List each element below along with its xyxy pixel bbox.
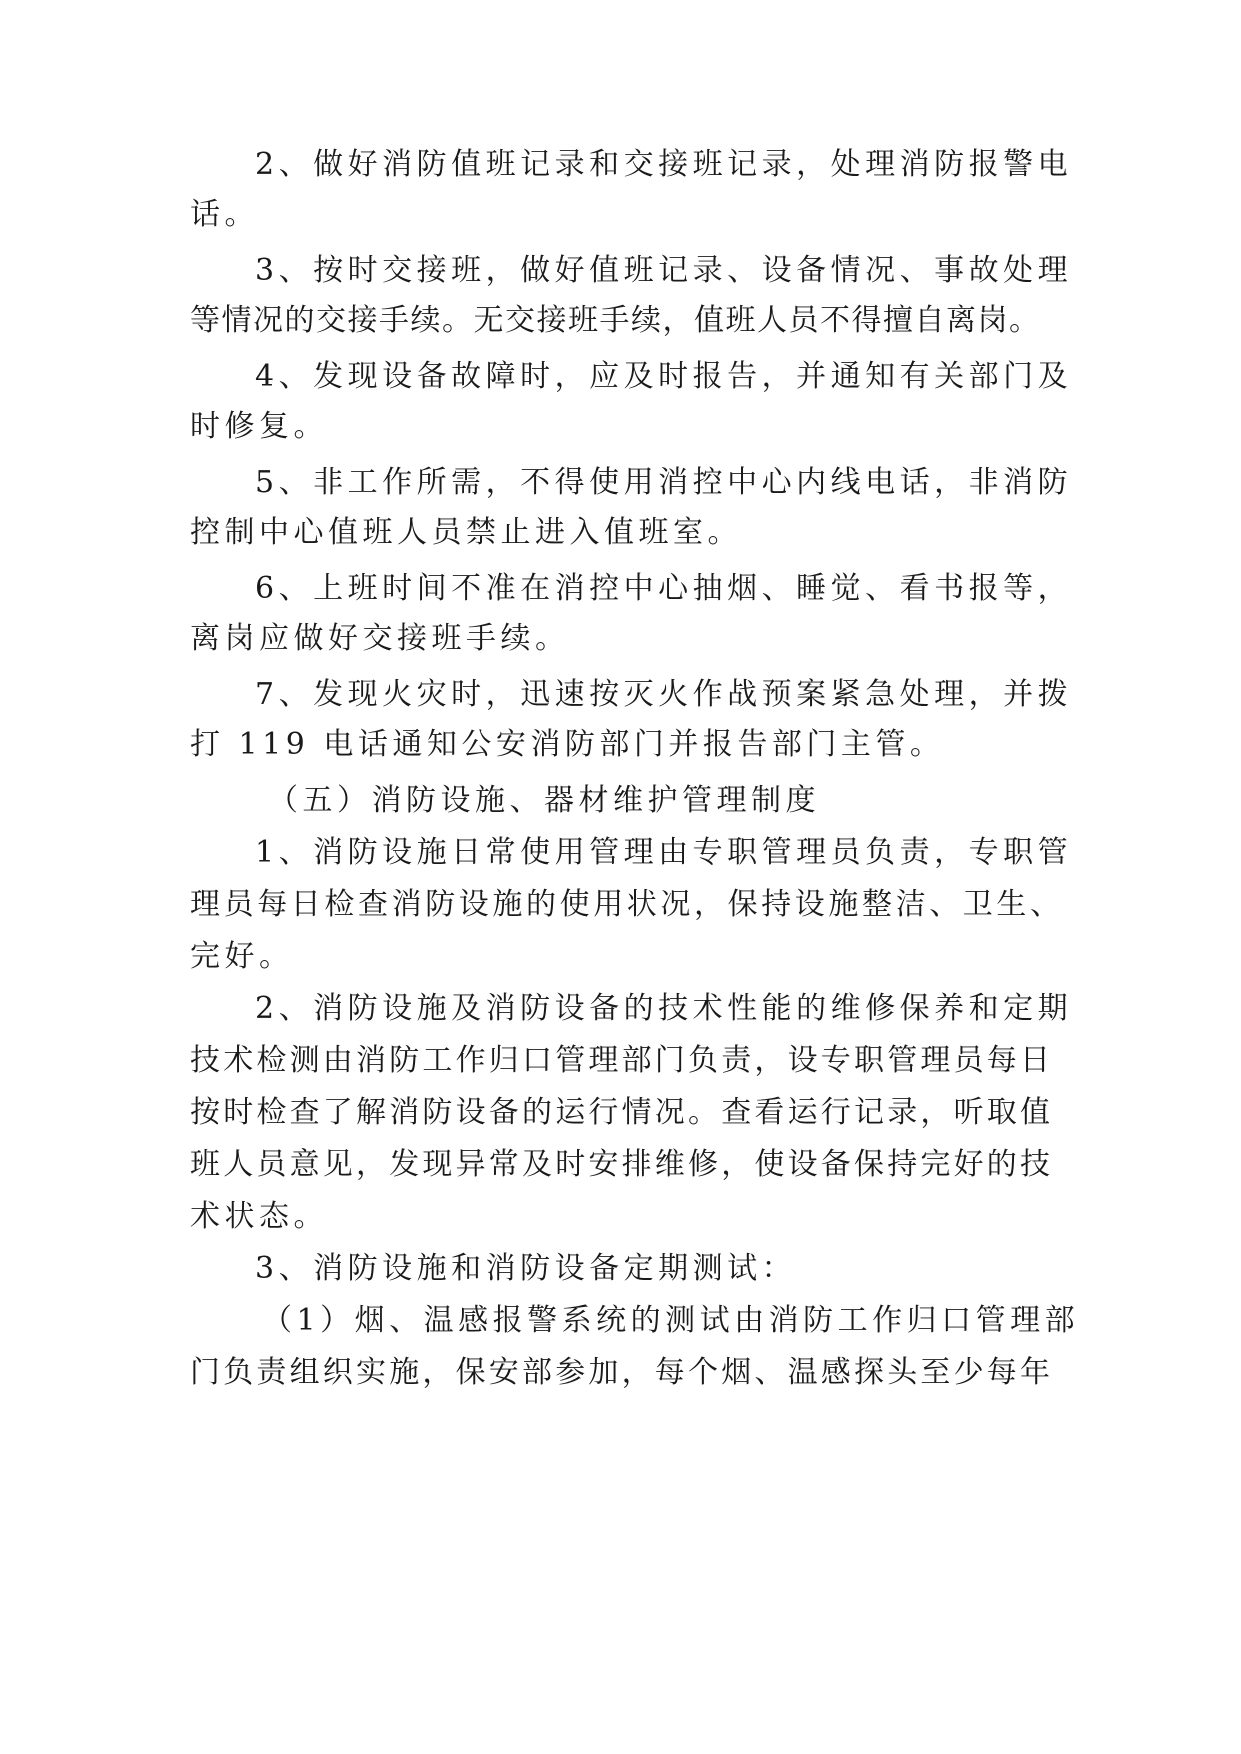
text-line-item-2b: 2、消防设施及消防设备的技术性能的维修保养和定期 <box>255 991 1073 1026</box>
text-line-item-5: 5、非工作所需，不得使用消控中心内线电话，非消防 <box>255 465 1073 500</box>
text-line-item-3b: 3、消防设施和消防设备定期测试： <box>255 1251 797 1286</box>
text-line-item-2: 2、做好消防值班记录和交接班记录，处理消防报警电 <box>255 147 1073 182</box>
text-line-item-1: 1、消防设施日常使用管理由专职管理员负责，专职管 <box>255 835 1073 870</box>
text-line: 按时检查了解消防设备的运行情况。查看运行记录，听取值 <box>190 1095 1054 1130</box>
text-line: 控制中心值班人员禁止进入值班室。 <box>190 515 742 550</box>
text-line: 时修复。 <box>190 409 328 444</box>
text-line: 等情况的交接手续。无交接班手续，值班人员不得擅自离岗。 <box>190 303 1041 338</box>
text-line-item-4: 4、发现设备故障时，应及时报告，并通知有关部门及 <box>255 359 1073 394</box>
text-line: 理员每日检查消防设施的使用状况，保持设施整洁、卫生、 <box>190 887 1064 922</box>
text-line: 门负责组织实施，保安部参加，每个烟、温感探头至少每年 <box>190 1355 1054 1390</box>
text-line-item-3: 3、按时交接班，做好值班记录、设备情况、事故处理 <box>255 253 1073 288</box>
text-line: 打 119 电话通知公安消防部门并报告部门主管。 <box>190 727 945 762</box>
text-line: 完好。 <box>190 939 294 974</box>
text-line: 离岗应做好交接班手续。 <box>190 621 570 656</box>
section-heading: （五）消防设施、器材维护管理制度 <box>268 783 820 818</box>
text-line: 术状态。 <box>190 1199 328 1234</box>
text-line: 班人员意见，发现异常及时安排维修，使设备保持完好的技 <box>190 1147 1054 1182</box>
text-line-item-7: 7、发现火灾时，迅速按灭火作战预案紧急处理，并拨 <box>255 677 1073 712</box>
text-line-subitem-1: （1）烟、温感报警系统的测试由消防工作归口管理部 <box>262 1303 1080 1338</box>
text-line: 技术检测由消防工作归口管理部门负责，设专职管理员每日 <box>190 1043 1054 1078</box>
text-line: 话。 <box>190 197 259 232</box>
text-line-item-6: 6、上班时间不准在消控中心抽烟、睡觉、看书报等， <box>255 571 1073 606</box>
